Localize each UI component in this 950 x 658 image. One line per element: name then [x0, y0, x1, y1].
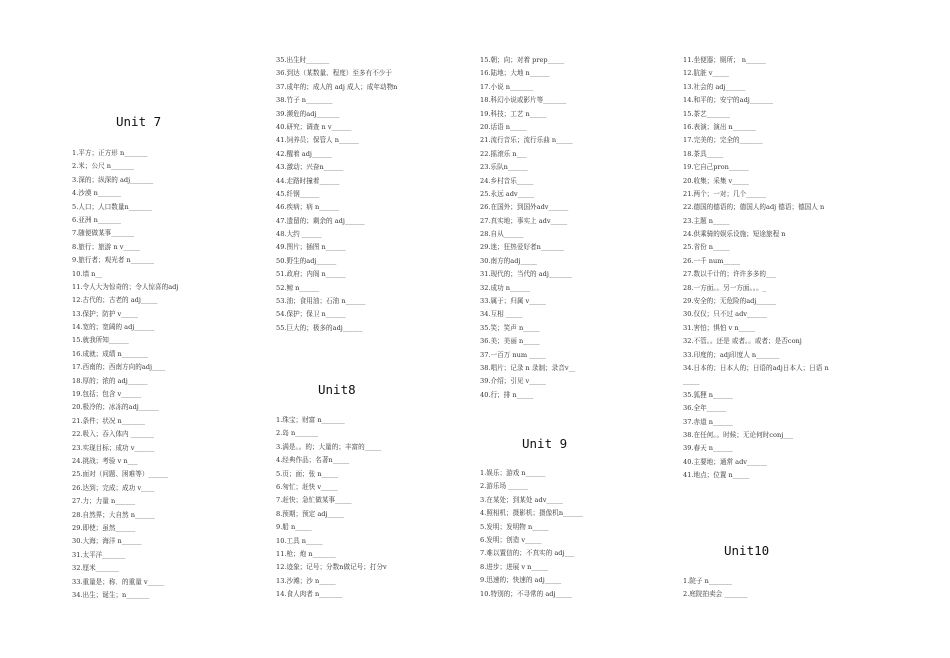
vocab-item: 13.保护；防护 v_____: [72, 309, 138, 318]
vocab-item: 39.春天 n______: [683, 444, 733, 453]
vocab-item: 41.地点；位置 n_____: [683, 471, 750, 480]
vocab-item: 3.满是。。的；大量的；丰富的_____: [276, 442, 382, 451]
vocab-item: 34.日本的；日本人的；日语的adj日本人；日语 n: [683, 363, 829, 372]
vocab-item: 9.船 n_____: [276, 523, 312, 532]
vocab-item: 40.研究；调查 n v______: [276, 122, 352, 131]
vocab-item: 27.力；力量 n______: [72, 497, 135, 506]
unit-7-vocab-list: [72, 147, 178, 602]
vocab-item: 1.娱乐；游戏 n______: [480, 469, 546, 477]
vocab-item: 32.厘米_______: [72, 564, 119, 573]
vocab-item: 37.赤道 n______: [683, 417, 733, 426]
vocab-item: 24.供乘骑的娱乐设施；短途旅程 n: [683, 230, 786, 239]
vocab-item: 14.宽的；宽阔的 adj______: [72, 323, 155, 332]
vocab-item: 11.令人大为惊奇的；令人惊喜的adj: [72, 282, 179, 291]
vocab-item: 5.人口；人口数量n_______: [72, 202, 152, 211]
unit-8-vocab-list-continued: [480, 54, 575, 402]
vocab-item: 23.乐队n______: [480, 163, 528, 172]
vocab-item: 7.难以置信的；不真实的 adj___: [480, 549, 575, 558]
vocab-item: 13.社会的 adj______: [683, 82, 746, 91]
vocab-item: 25.面对（问题、困难等）______: [72, 470, 169, 479]
unit-9-vocab-list-continued: [683, 54, 829, 483]
unit-8-vocab-list: [276, 414, 387, 601]
vocab-item: 20.话语 n_____: [480, 122, 527, 131]
vocab-item: 16.成就；成绩 n________: [72, 349, 149, 358]
vocab-item: 27.数以千计的；许许多多的___: [683, 270, 776, 279]
vocab-item: 39.介绍；引见 v_____: [480, 377, 546, 386]
vocab-item: 15.就我所知______: [72, 336, 129, 345]
vocab-item: 6.亚洲 n_______: [72, 215, 121, 224]
vocab-item: 18.厚的；浓的 adj______: [72, 376, 148, 385]
vocab-item: 22.摇滚乐 n___: [480, 149, 527, 158]
vocab-item: 6.匆忙；赶快 v_____: [276, 482, 338, 491]
vocab-item: 28.自从______: [480, 230, 524, 239]
vocab-item: 46.疾病；病 n______: [276, 203, 339, 212]
vocab-item: 22.德国的德语的；德国人的adj 德语；德国人 n: [683, 203, 825, 212]
vocab-item: 28.自然界；大自然 n______: [72, 510, 155, 519]
vocab-item: 10.工具 n_____: [276, 536, 323, 545]
vocab-item: 8.旅行；旅游 n v_____: [72, 242, 140, 251]
vocab-item: 23.主题 n_____: [683, 216, 730, 225]
vocab-item: 37.成年的；成人的 adj 成人；成年动物n: [276, 82, 398, 91]
vocab-item: 15.朝；向；对着 prep_____: [480, 56, 565, 64]
vocab-item: 48.大约 ______: [276, 230, 322, 239]
vocab-item: 29.即使；虽然______: [72, 523, 136, 532]
unit-9-vocab-list: [480, 467, 583, 601]
vocab-item: 1.院子 n_______: [683, 577, 732, 585]
vocab-item: 21.流行音乐；流行乐曲 n_____: [480, 136, 573, 145]
vocab-item: 55.巨大的；极多的adj______: [276, 323, 363, 332]
vocab-item: 7.赶快；急忙做某事_____: [276, 496, 352, 505]
vocab-item: 14.食人肉者 n_______: [276, 590, 343, 599]
vocab-item: 24.乡村音乐_____: [480, 176, 534, 185]
vocab-item: 40.主要地；通常 adv______: [683, 457, 767, 466]
vocab-item: 30.南方的adj_____: [480, 256, 537, 265]
vocab-item: 9.旅行者；观光者 n_______: [72, 256, 154, 265]
vocab-item: 35.出生时_______: [276, 56, 330, 64]
vocab-item: 6.发明；创造 v_____: [480, 535, 542, 544]
vocab-item: 7.随便做某事_______: [72, 229, 135, 238]
vocab-item: 2.米；公尺 n_______: [72, 162, 135, 171]
vocab-item: 36.到达（某数量、程度）至多有不少于: [276, 69, 392, 78]
vocab-item: 8.预期；预定 adj_____: [276, 509, 345, 518]
vocab-item: 33.重量是；称．的重量 v_____: [72, 577, 165, 586]
vocab-item: 33.印度的；adj印度人 n_______: [683, 350, 780, 359]
vocab-item: 11.坐便器；厕所； n______: [683, 56, 766, 64]
vocab-item: 20.收集；采集 v_____: [683, 176, 749, 185]
vocab-item: 35.笑；笑声 n_____: [480, 323, 540, 332]
vocab-item: 33.属于；归属 v_____: [480, 297, 546, 306]
vocab-item: 23.实现目标；成功 v______: [72, 443, 155, 452]
vocab-item: 10.特别的；不寻常的 adj_____: [480, 589, 573, 598]
vocab-item: 14.和平的；安宁的adj_______: [683, 96, 773, 105]
unit-10-vocab-list: [683, 575, 747, 602]
vocab-item: 17.小说 n_______: [480, 82, 534, 91]
vocab-item: 53.油；食用油；石油 n______: [276, 297, 366, 306]
vocab-item: 28.一方面。。另一方面。。。_: [683, 283, 767, 292]
vocab-item: 5.发明；发明物 n_____: [480, 522, 549, 531]
vocab-item: 2.岛 n_______: [276, 429, 319, 438]
vocab-item: 39.濒危的adj_______: [276, 109, 340, 118]
vocab-item: 25.省份 n_____: [683, 243, 730, 252]
unit-7-title: Unit 7: [116, 114, 162, 129]
vocab-item: 13.沙滩；沙 n_____: [276, 576, 336, 585]
vocab-item: 25.永远 adv_____: [480, 189, 535, 198]
vocab-item: 19.科技；工艺 n_____: [480, 109, 547, 118]
vocab-item: 16.陆地；大地 n______: [480, 69, 550, 78]
vocab-item: 49.图片；插图 n______: [276, 243, 346, 252]
vocab-item: 19.它自己pron______: [683, 163, 749, 172]
vocab-item: 31.太平洋_______: [72, 550, 126, 559]
vocab-item: 29.迷；狂热爱好者n_______: [480, 243, 564, 252]
vocab-item: 20.极冷的；冰冻的adj______: [72, 403, 159, 412]
vocab-item: 2.游乐场 ______: [480, 482, 528, 491]
vocab-item: 38.唱片；记录 n 录制；录音v__: [480, 363, 576, 372]
vocab-item: 3.深的；纵深的 adj_______: [72, 175, 154, 184]
vocab-item: 34.互相 _____: [480, 310, 523, 319]
vocab-item: 38.在任何。。时候；无论何时conj___: [683, 430, 794, 439]
vocab-item: 42.醒着 adj______: [276, 149, 332, 158]
vocab-item: 32.不管。。还是 或者。。或者；是否conj: [683, 337, 802, 346]
vocab-item: 36.美；美丽 n_____: [480, 337, 540, 346]
vocab-item: 38.竹子 n________: [276, 96, 333, 105]
vocab-item: 24.挑战；考验 v n___: [72, 456, 138, 465]
vocab-item: 18.科幻小说或影片等_______: [480, 96, 567, 105]
vocab-item: 35.狐狸 n______: [683, 390, 733, 399]
vocab-item: 27.真实地；事实上 adv_____: [480, 216, 568, 225]
vocab-item: 10.墙 n__: [72, 269, 103, 278]
vocab-item: 15.茶艺_______: [683, 109, 730, 118]
vocab-item: 17.完美的；完全的_______: [683, 136, 763, 145]
vocab-item: 45.纤钢______: [276, 189, 320, 198]
vocab-item: 16.表演；演出 n_______: [683, 122, 756, 131]
vocab-item: 26.一千 num_____: [683, 256, 740, 265]
vocab-item: 9.迅速的；快速的 adj_____: [480, 576, 562, 585]
vocab-item: 12.肮脏 v_____: [683, 69, 729, 78]
vocab-item: 8.进步；进展 v n_____: [480, 562, 548, 571]
vocab-item: 12.古代的；古老的 adj_____: [72, 296, 158, 305]
vocab-item: 11.枪；炮 n_______: [276, 549, 336, 558]
vocab-item: 4.照相机；摄影机；摄像机n______: [480, 509, 583, 518]
unit-7-vocab-list-continued: [276, 54, 397, 335]
unit-10-title: Unit10: [724, 543, 770, 558]
vocab-item: 18.茶具_____: [683, 149, 724, 158]
vocab-item: 29.安全的；无危险的adj______: [683, 297, 777, 306]
vocab-item: 31.现代的；当代的 adj_______: [480, 270, 573, 279]
vocab-item: 21.两个；一对；几个______: [683, 189, 767, 198]
vocab-item: 19.包括；包含 v______: [72, 390, 142, 399]
unit-8-title: Unit8: [318, 382, 356, 397]
vocab-item: 2.庭院拍卖会 _______: [683, 590, 748, 599]
vocab-item: 4.经典作品；名著n_____: [276, 456, 350, 465]
vocab-item: 34.出生；诞生；n_______: [72, 590, 150, 599]
vocab-item: 17.西南的；西南方向的adj____: [72, 363, 166, 372]
vocab-item: 43.激动；兴奋n______: [276, 163, 344, 172]
vocab-item: 21.条件；状况 n_______: [72, 416, 145, 425]
vocab-item: 40.行；排 n_____: [480, 390, 534, 399]
vocab-item: 30.大海；海洋 n______: [72, 537, 142, 546]
vocab-item: 52.鲸 n______: [276, 283, 320, 292]
vocab-item: 26.达到；完成；成功 v____: [72, 483, 155, 492]
vocab-item: 3.在某处；到某处 adv_____: [480, 495, 563, 504]
vocab-item: 5.页；面；张 n_____: [276, 469, 339, 478]
vocab-item: 30.仅仅；只不过 adv______: [683, 310, 767, 319]
vocab-item: 4.沙漠 n_______: [72, 189, 121, 198]
vocab-item: 41.饲养员；保管人 n______: [276, 136, 359, 145]
vocab-item: 44.走路时撞着______: [276, 176, 340, 185]
vocab-item: 54.保护；保卫 n______: [276, 310, 346, 319]
vocab-item: 51.政府；内阁 n______: [276, 270, 346, 279]
vocab-item: 50.野生的adj______: [276, 256, 337, 265]
vocab-item: 22.吸入；吞入体内 _______: [72, 430, 154, 439]
vocab-item: 32.成功 n______: [480, 283, 530, 292]
vocab-item: _____: [683, 377, 700, 386]
vocab-item: 31.害怕；惧怕 v n_____: [683, 323, 756, 332]
vocab-item: 47.遗留的；剩余的 adj______: [276, 216, 365, 225]
vocab-item: 26.在国外；到国外adv______: [480, 203, 569, 212]
vocab-item: 37.一百万 num _____: [480, 350, 546, 359]
vocab-item: 12.迹象；记号；分数n做记号；打分v: [276, 563, 387, 572]
unit-9-title: Unit 9: [522, 436, 568, 451]
vocab-item: 1.平方；正方形 n_______: [72, 149, 148, 157]
vocab-item: 1.珠宝；财富 n_______: [276, 416, 345, 424]
vocab-item: 36.全年______: [683, 404, 727, 413]
